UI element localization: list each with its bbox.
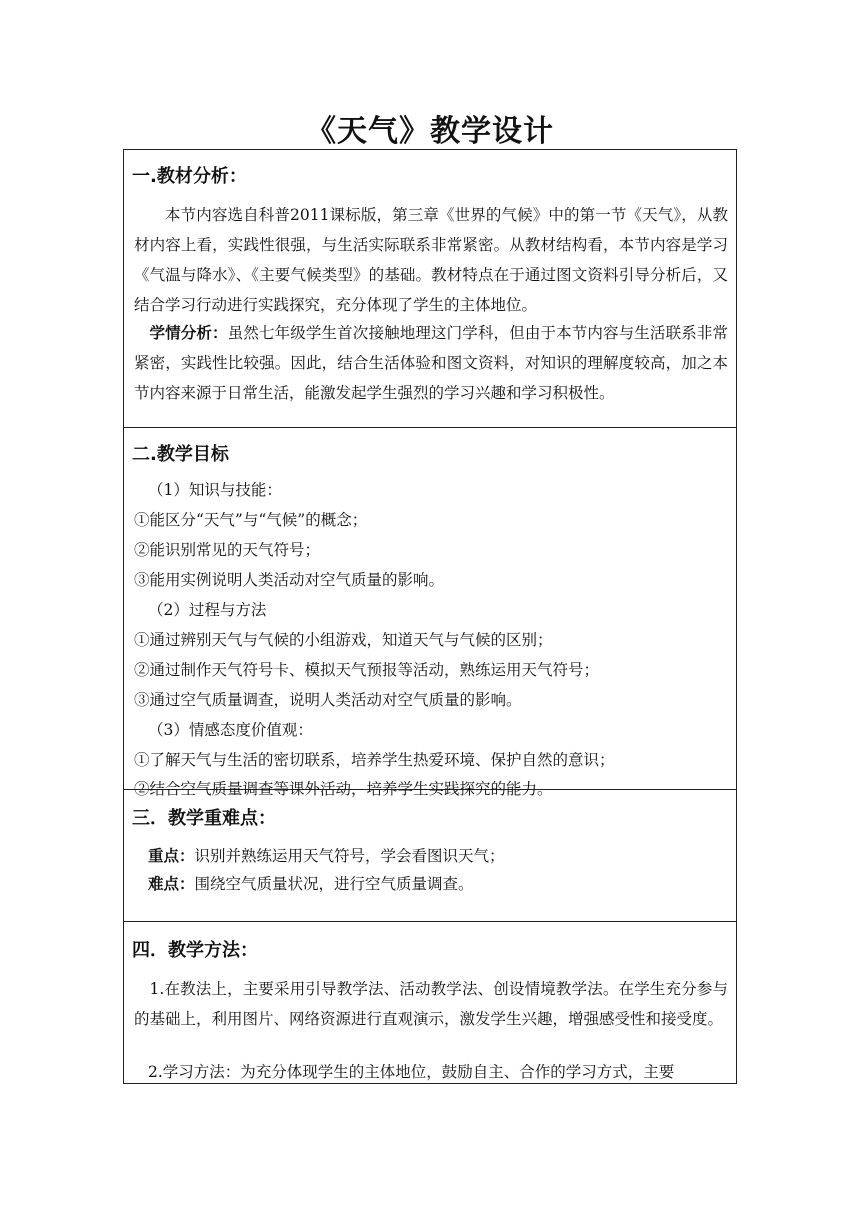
method-paragraph: 2.学习方法：为充分体现学生的主体地位，鼓励自主、合作的学习方式，主要 bbox=[148, 1063, 675, 1081]
section-teaching-objectives bbox=[124, 428, 736, 798]
learner-analysis-paragraph bbox=[134, 318, 728, 408]
section-heading: 二.教学目标 bbox=[132, 444, 229, 465]
learner-analysis-text: 虽然七年级学生首次接触地理这门学科，但由于本节内容与生活联系非常紧密，实践性比较强。因此，结合生活体验和图文资料，对知识的理解度较高，加之本节内容来源于日常生活，能激发起学生强烈的学习兴趣和学习积极性。 bbox=[134, 324, 728, 402]
difficult-point-text: 围绕空气质量状况，进行空气质量调查。 bbox=[194, 875, 474, 893]
objective-line: ③能用实例说明人类活动对空气质量的影响。 bbox=[134, 571, 445, 589]
objective-line: ①能区分“天气”与“气候”的概念； bbox=[134, 511, 368, 529]
section-teaching-methods bbox=[124, 922, 736, 1083]
objective-line: ②结合空气质量调查等课外活动，培养学生实践探究的能力。 bbox=[134, 780, 553, 798]
method-paragraph: 1.在教法上，主要采用引导教学法、活动教学法、创设情境教学法。在学生充分参与的基础上，利用图片、网络资源进行直观演示，激发学生兴趣，增强感受性和接受度。 bbox=[134, 980, 728, 1028]
design-table bbox=[123, 149, 737, 1084]
section-heading: 四．教学方法： bbox=[132, 940, 258, 961]
objective-line: ③通过空气质量调查，说明人类活动对空气质量的影响。 bbox=[134, 691, 522, 709]
section-material-analysis bbox=[124, 150, 736, 428]
objective-line: ②通过制作天气符号卡、模拟天气预报等活动，熟练运用天气符号； bbox=[134, 661, 600, 679]
objective-line: （2）过程与方法 bbox=[148, 601, 267, 619]
objective-line: ①了解天气与生活的密切联系，培养学生热爱环境、保护自然的意识； bbox=[134, 751, 615, 769]
difficult-point-line bbox=[148, 870, 744, 898]
material-analysis-text: 本节内容选自科普2011课标版，第三章《世界的气候》中的第一节《天气》，从教材内容上看，实践性很强，与生活实际联系非常紧密。从教材结构看，本节内容是学习《气温与降水》、《主要气候类型》的基础。教材特点在于通过图文资料引导分析后，又结合学习行动进行实践探究，充分体现了学生的主体地位。 bbox=[134, 206, 728, 314]
section-key-difficult-points bbox=[124, 790, 736, 922]
key-point-text: 识别并熟练运用天气符号，学会看图识天气； bbox=[194, 847, 505, 865]
difficult-point-label: 难点： bbox=[148, 875, 195, 893]
section-heading: 一.教材分析： bbox=[132, 166, 247, 187]
key-point-line bbox=[148, 842, 744, 870]
key-point-label: 重点： bbox=[148, 847, 195, 865]
objective-line: （1）知识与技能： bbox=[148, 481, 282, 499]
objective-line: ②能识别常见的天气符号； bbox=[134, 541, 321, 559]
learner-analysis-label: 学情分析： bbox=[149, 324, 228, 342]
section-heading: 三．教学重难点： bbox=[132, 808, 276, 829]
objective-line: （3）情感态度价值观： bbox=[148, 721, 313, 739]
document-title: 《天气》教学设计 bbox=[306, 114, 554, 149]
objective-line: ①通过辨别天气与气候的小组游戏，知道天气与气候的区别； bbox=[134, 631, 553, 649]
